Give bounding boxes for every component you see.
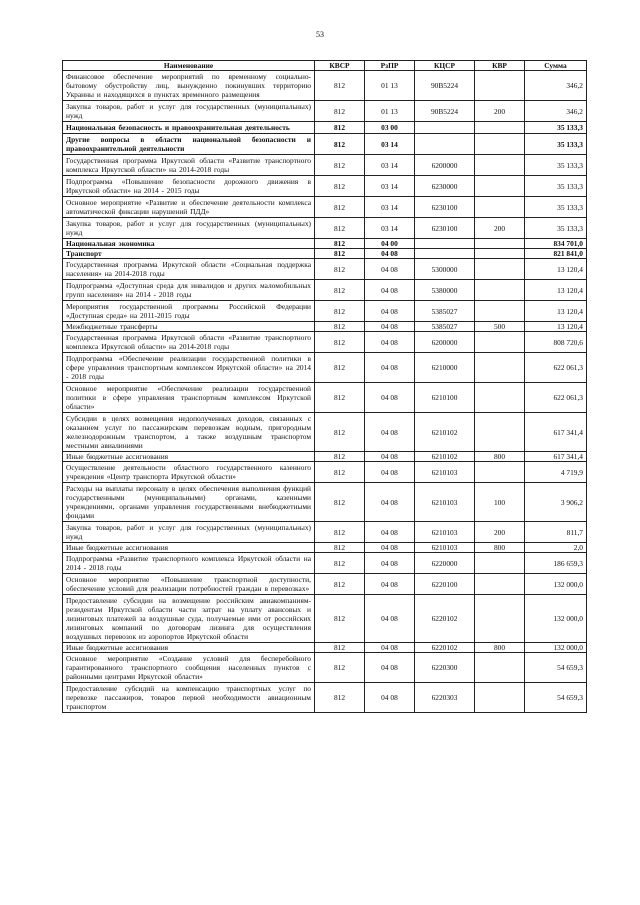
cell-kcsr: 5385027 — [415, 322, 475, 332]
table-row — [63, 259, 587, 280]
table-row — [63, 643, 587, 653]
cell-rzpr: 04 08 — [365, 249, 415, 259]
cell-rzpr: 03 14 — [365, 176, 415, 197]
cell-name: Основное мероприятие «Развитие и обеспечение деятельности комплекса автоматической фиксации нарушений ПДД» — [63, 197, 315, 218]
cell-name: Предоставление субсидий на компенсацию транспортных услуг по перевозке пассажиров, товаров первой необходимости авиационным транспортом — [63, 683, 315, 713]
cell-sum: 132 000,0 — [525, 595, 587, 643]
cell-sum: 4 719,9 — [525, 462, 587, 483]
cell-name: Закупка товаров, работ и услуг для государственных (муниципальных) нужд — [63, 218, 315, 239]
cell-sum: 622 061,3 — [525, 383, 587, 413]
cell-rzpr: 04 00 — [365, 239, 415, 249]
table-row — [63, 332, 587, 353]
table-body — [63, 71, 587, 713]
table-row — [63, 383, 587, 413]
cell-kcsr: 6230100 — [415, 197, 475, 218]
cell-kvsr: 812 — [315, 249, 365, 259]
cell-rzpr: 04 08 — [365, 280, 415, 301]
cell-kvr — [475, 249, 525, 259]
cell-rzpr: 04 08 — [365, 332, 415, 353]
cell-kvsr: 812 — [315, 301, 365, 322]
cell-kvr — [475, 280, 525, 301]
cell-kvr — [475, 155, 525, 176]
header-name: Наименование — [63, 61, 315, 71]
cell-rzpr: 04 08 — [365, 574, 415, 595]
header-sum: Сумма — [525, 61, 587, 71]
table-row — [63, 71, 587, 101]
table-row — [63, 522, 587, 543]
cell-kvsr: 812 — [315, 452, 365, 462]
cell-kvsr: 812 — [315, 383, 365, 413]
cell-kvsr: 812 — [315, 462, 365, 483]
cell-name: Мероприятия государственной программы Российской Федерации «Доступная среда» на 2011-2015 годы — [63, 301, 315, 322]
cell-kvr: 800 — [475, 543, 525, 553]
table-row — [63, 176, 587, 197]
cell-kvr — [475, 383, 525, 413]
cell-name: Национальная безопасность и правоохранительная деятельность — [63, 122, 315, 134]
cell-name: Иные бюджетные ассигнования — [63, 452, 315, 462]
cell-rzpr: 03 14 — [365, 134, 415, 155]
cell-sum: 35 133,3 — [525, 176, 587, 197]
cell-rzpr: 04 08 — [365, 413, 415, 452]
header-kvr: КВР — [475, 61, 525, 71]
cell-name: Закупка товаров, работ и услуг для государственных (муниципальных) нужд — [63, 101, 315, 122]
cell-sum: 2,0 — [525, 543, 587, 553]
cell-kvsr: 812 — [315, 595, 365, 643]
cell-rzpr: 04 08 — [365, 483, 415, 522]
cell-rzpr: 04 08 — [365, 452, 415, 462]
cell-name: Государственная программа Иркутской области «Социальная поддержка населения» на 2014-2018 годы — [63, 259, 315, 280]
cell-kvsr: 812 — [315, 574, 365, 595]
cell-kvr — [475, 653, 525, 683]
cell-rzpr: 04 08 — [365, 301, 415, 322]
cell-rzpr: 01 13 — [365, 101, 415, 122]
cell-kcsr: 6220300 — [415, 653, 475, 683]
cell-kvsr: 812 — [315, 155, 365, 176]
header-kvsr: КВСР — [315, 61, 365, 71]
cell-name: Предоставление субсидии на возмещение российским авиакомпаниям-резидентам Иркутской области части затрат на уплату авансовых и лизинговых платежей за воздушные суда, получаемые ими от российских лизинговых компаний по договорам лизинга для осуществления воздушных перевозок из аэропортов Иркутской области — [63, 595, 315, 643]
cell-kvsr: 812 — [315, 239, 365, 249]
cell-rzpr: 01 13 — [365, 71, 415, 101]
cell-rzpr: 04 08 — [365, 653, 415, 683]
cell-kvsr: 812 — [315, 643, 365, 653]
table-row — [63, 301, 587, 322]
cell-name: Государственная программа Иркутской области «Развитие транспортного комплекса Иркутской области» на 2014-2018 годы — [63, 155, 315, 176]
table-row — [63, 122, 587, 134]
table-row — [63, 155, 587, 176]
cell-rzpr: 04 08 — [365, 683, 415, 713]
cell-rzpr: 04 08 — [365, 522, 415, 543]
cell-sum: 35 133,3 — [525, 134, 587, 155]
cell-kvsr: 812 — [315, 101, 365, 122]
cell-kvr: 500 — [475, 322, 525, 332]
cell-kcsr: 6200000 — [415, 332, 475, 353]
cell-name: Финансовое обеспечение мероприятий по временному социально-бытовому обустройству лиц, вынужденно покинувших территорию Украины и находящихся в пунктах временного размещения — [63, 71, 315, 101]
cell-kvsr: 812 — [315, 259, 365, 280]
cell-kcsr: 6230100 — [415, 218, 475, 239]
table-row — [63, 218, 587, 239]
cell-rzpr: 03 14 — [365, 155, 415, 176]
cell-name: Основное мероприятие «Обеспечение реализации государственной политики в сфере управления транспортным комплексом Иркутской области» — [63, 383, 315, 413]
cell-sum: 186 659,3 — [525, 553, 587, 574]
cell-kcsr — [415, 134, 475, 155]
cell-kvsr: 812 — [315, 322, 365, 332]
cell-kcsr — [415, 249, 475, 259]
cell-name: Государственная программа Иркутской области «Развитие транспортного комплекса Иркутской области» на 2014-2018 годы — [63, 332, 315, 353]
cell-rzpr: 03 00 — [365, 122, 415, 134]
cell-kcsr — [415, 239, 475, 249]
cell-kvr — [475, 413, 525, 452]
cell-kvr — [475, 353, 525, 383]
cell-name: Транспорт — [63, 249, 315, 259]
cell-kvr — [475, 332, 525, 353]
cell-kcsr: 6220100 — [415, 574, 475, 595]
cell-kvr — [475, 122, 525, 134]
cell-name: Закупка товаров, работ и услуг для государственных (муниципальных) нужд — [63, 522, 315, 543]
cell-kcsr: 6210103 — [415, 462, 475, 483]
cell-kvr: 100 — [475, 483, 525, 522]
table-row — [63, 353, 587, 383]
cell-rzpr: 04 08 — [365, 543, 415, 553]
cell-sum: 808 720,6 — [525, 332, 587, 353]
cell-sum: 13 120,4 — [525, 322, 587, 332]
table-row — [63, 322, 587, 332]
cell-sum: 54 659,3 — [525, 653, 587, 683]
cell-kvr — [475, 259, 525, 280]
cell-name: Основное мероприятие «Повышение транспортной доступности, обеспечение условий для реализации потребностей граждан в перевозках» — [63, 574, 315, 595]
header-kcsr: КЦСР — [415, 61, 475, 71]
cell-kcsr: 6220102 — [415, 595, 475, 643]
cell-sum: 13 120,4 — [525, 259, 587, 280]
cell-kvr: 800 — [475, 643, 525, 653]
table-row — [63, 462, 587, 483]
cell-kcsr: 6210103 — [415, 483, 475, 522]
cell-rzpr: 03 14 — [365, 197, 415, 218]
cell-sum: 811,7 — [525, 522, 587, 543]
cell-sum: 346,2 — [525, 71, 587, 101]
cell-kvr — [475, 176, 525, 197]
cell-kcsr — [415, 122, 475, 134]
cell-rzpr: 04 08 — [365, 383, 415, 413]
cell-rzpr: 03 14 — [365, 218, 415, 239]
cell-name: Подпрограмма «Развитие транспортного комплекса Иркутской области на 2014 - 2018 годы — [63, 553, 315, 574]
cell-name: Иные бюджетные ассигнования — [63, 643, 315, 653]
cell-kvsr: 812 — [315, 280, 365, 301]
cell-name: Подпрограмма «Обеспечение реализации государственной политики в сфере управления транспортным комплексом Иркутской области» на 2014 - 2018 годы — [63, 353, 315, 383]
cell-kvr — [475, 197, 525, 218]
cell-name: Субсидии в целях возмещения недополученных доходов, связанных с оказанием услуг по пассажирским перевозкам водным, пригородным железнодорожным транспортом, а также воздушным транспортом местными авиалиниями — [63, 413, 315, 452]
table-row — [63, 413, 587, 452]
cell-name: Национальная экономика — [63, 239, 315, 249]
cell-sum: 622 061,3 — [525, 353, 587, 383]
cell-sum: 617 341,4 — [525, 413, 587, 452]
cell-kvsr: 812 — [315, 483, 365, 522]
table-row — [63, 197, 587, 218]
table-row — [63, 653, 587, 683]
table-row — [63, 452, 587, 462]
table-row — [63, 280, 587, 301]
cell-kvsr: 812 — [315, 683, 365, 713]
table-row — [63, 574, 587, 595]
table-row — [63, 101, 587, 122]
cell-kcsr: 6200000 — [415, 155, 475, 176]
cell-kcsr: 6210100 — [415, 383, 475, 413]
cell-kvr — [475, 574, 525, 595]
cell-kcsr: 6230000 — [415, 176, 475, 197]
cell-rzpr: 04 08 — [365, 595, 415, 643]
header-rzpr: РзПР — [365, 61, 415, 71]
table-row — [63, 483, 587, 522]
cell-sum: 3 906,2 — [525, 483, 587, 522]
cell-kvsr: 812 — [315, 197, 365, 218]
table-header-row — [63, 61, 587, 71]
cell-name: Другие вопросы в области национальной безопасности и правоохранительной деятельности — [63, 134, 315, 155]
cell-kvr — [475, 683, 525, 713]
cell-name: Подпрограмма «Повышение безопасности дорожного движения в Иркутской области» на 2014 - 2015 годы — [63, 176, 315, 197]
cell-sum: 834 701,0 — [525, 239, 587, 249]
cell-kvsr: 812 — [315, 522, 365, 543]
cell-sum: 13 120,4 — [525, 280, 587, 301]
cell-sum: 13 120,4 — [525, 301, 587, 322]
cell-sum: 35 133,3 — [525, 122, 587, 134]
cell-kcsr: 5385027 — [415, 301, 475, 322]
cell-name: Основное мероприятие «Создание условий для бесперебойного гарантированного транспортного сообщения населенных пунктов с районными центрами Иркутской области» — [63, 653, 315, 683]
cell-kvr: 200 — [475, 522, 525, 543]
cell-kvr — [475, 71, 525, 101]
cell-kcsr: 6210103 — [415, 522, 475, 543]
cell-kcsr: 90В5224 — [415, 101, 475, 122]
table-row — [63, 134, 587, 155]
cell-kvr — [475, 134, 525, 155]
cell-sum: 54 659,3 — [525, 683, 587, 713]
cell-sum: 35 133,3 — [525, 197, 587, 218]
cell-sum: 132 000,0 — [525, 643, 587, 653]
cell-name: Иные бюджетные ассигнования — [63, 543, 315, 553]
cell-kcsr: 6210000 — [415, 353, 475, 383]
cell-kcsr: 6220102 — [415, 643, 475, 653]
cell-kvr — [475, 301, 525, 322]
cell-kcsr: 6220000 — [415, 553, 475, 574]
cell-kcsr: 90В5224 — [415, 71, 475, 101]
cell-kvr — [475, 595, 525, 643]
table-row — [63, 683, 587, 713]
cell-rzpr: 04 08 — [365, 643, 415, 653]
cell-kvsr: 812 — [315, 353, 365, 383]
cell-kvr: 200 — [475, 101, 525, 122]
cell-kvsr: 812 — [315, 413, 365, 452]
cell-kvr: 200 — [475, 218, 525, 239]
cell-rzpr: 04 08 — [365, 322, 415, 332]
cell-name: Расходы на выплаты персоналу в целях обеспечения выполнения функций государственными (муниципальными) органами, казенными учреждениями, органами управления государственными внебюджетными фондами — [63, 483, 315, 522]
cell-sum: 617 341,4 — [525, 452, 587, 462]
cell-rzpr: 04 08 — [365, 353, 415, 383]
cell-kvr — [475, 553, 525, 574]
cell-sum: 132 000,0 — [525, 574, 587, 595]
cell-name: Осуществление деятельности областного государственного казенного учреждения «Центр транспорта Иркутской области» — [63, 462, 315, 483]
cell-kvsr: 812 — [315, 653, 365, 683]
cell-kcsr: 5300000 — [415, 259, 475, 280]
cell-rzpr: 04 08 — [365, 259, 415, 280]
table-row — [63, 595, 587, 643]
table-row — [63, 553, 587, 574]
cell-sum: 35 133,3 — [525, 155, 587, 176]
cell-kvsr: 812 — [315, 218, 365, 239]
cell-kvsr: 812 — [315, 553, 365, 574]
cell-kvr — [475, 239, 525, 249]
cell-kvsr: 812 — [315, 71, 365, 101]
cell-kvsr: 812 — [315, 134, 365, 155]
cell-kcsr: 6210102 — [415, 452, 475, 462]
cell-sum: 346,2 — [525, 101, 587, 122]
cell-kvsr: 812 — [315, 176, 365, 197]
cell-sum: 821 841,0 — [525, 249, 587, 259]
cell-kcsr: 6210103 — [415, 543, 475, 553]
cell-kvr — [475, 462, 525, 483]
table-row — [63, 249, 587, 259]
cell-kvsr: 812 — [315, 543, 365, 553]
cell-kvsr: 812 — [315, 122, 365, 134]
cell-kcsr: 6210102 — [415, 413, 475, 452]
cell-name: Межбюджетные трансферты — [63, 322, 315, 332]
cell-kcsr: 5380000 — [415, 280, 475, 301]
cell-rzpr: 04 08 — [365, 553, 415, 574]
cell-name: Подпрограмма «Доступная среда для инвалидов и других маломобильных групп населения» на 2014 - 2018 годы — [63, 280, 315, 301]
budget-table — [62, 60, 587, 713]
cell-kvsr: 812 — [315, 332, 365, 353]
cell-sum: 35 133,3 — [525, 218, 587, 239]
cell-rzpr: 04 08 — [365, 462, 415, 483]
table-row — [63, 543, 587, 553]
page-number: 53 — [316, 30, 324, 39]
table-row — [63, 239, 587, 249]
cell-kcsr: 6220303 — [415, 683, 475, 713]
cell-kvr: 800 — [475, 452, 525, 462]
